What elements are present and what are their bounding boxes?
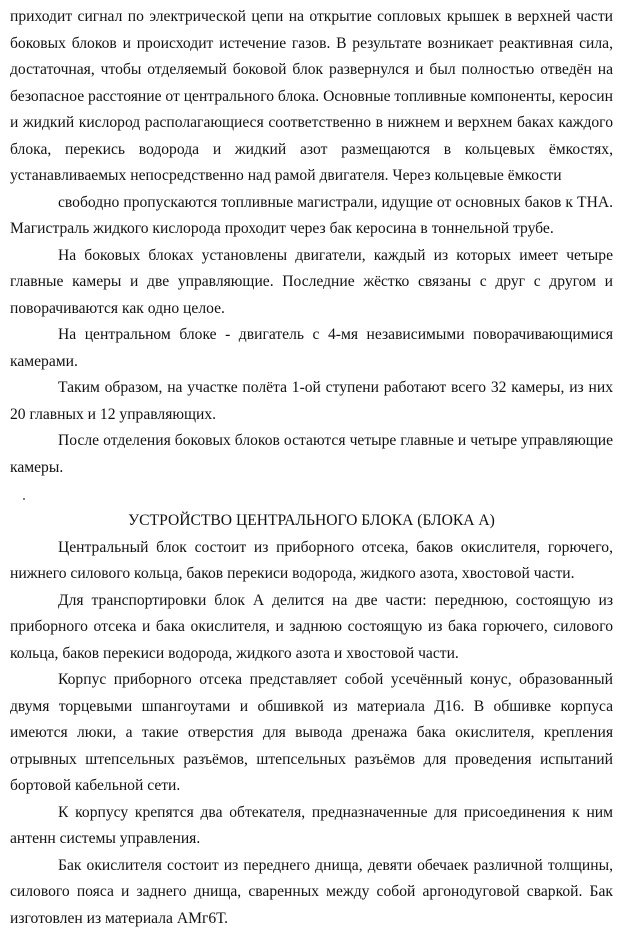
text-line: боковых блоков и происходит истечение газов. В результате возникает реактивная сила, [10, 35, 613, 52]
paragraph-after-separation: После отделения боковых блоков остаются четыре главные и четыре управляющие камеры. [10, 428, 613, 481]
paragraph-central-block-composition: Центральный блок состоит из приборного отсека, баков окислителя, горючего, нижнего силового кольца, баков перекиси водорода, жидкого азота, хвостовой части. [10, 535, 613, 588]
paragraph-transport-split: Для транспортировки блок А делится на две части: переднюю, состоящую из приборного отсека и бака окислителя, и заднюю состоящую из бака горючего, силового кольца, баков перекиси водорода, жидкого азота и хвостовой части. [10, 588, 613, 668]
paragraph-central-engine: На центральном блоке - двигатель с 4-мя независимыми поворачивающимися камерами. [10, 322, 613, 375]
scan-speck [23, 498, 25, 500]
text-line: безопасное расстояние от центрального блока. Основные топливные компоненты, керосин [10, 88, 613, 105]
paragraph-side-engines: На боковых блоках установлены двигатели, каждый из которых имеет четыре главные камеры и две управляющие. Последние жёстко связаны с друг с другом и поворачиваются как одно целое. [10, 243, 613, 323]
section-gap [10, 481, 613, 508]
paragraph-chamber-count: Таким образом, на участке полёта 1-ой ступени работают всего 32 камеры, из них 20 главных и 12 управляющих. [10, 375, 613, 428]
text-line: приходит сигнал по электрической цепи на открытие сопловых крышек в верхней части [10, 8, 613, 25]
text-line: устанавливаемых непосредственно над рамой двигателя. Через кольцевые ёмкости [10, 167, 562, 184]
intro-paragraph [10, 4, 613, 190]
section-heading: УСТРОЙСТВО ЦЕНТРАЛЬНОГО БЛОКА (БЛОКА А) [10, 508, 613, 535]
text-line: и жидкий кислород располагающиеся соответственно в нижнем и верхнем баках каждого [10, 114, 613, 131]
text-line: достаточная, чтобы отделяемый боковой блок развернулся и был полностью отведён на [10, 61, 613, 78]
paragraph-fuel-lines: свободно пропускаются топливные магистрали, идущие от основных баков к ТНА. Магистраль жидкого кислорода проходит через бак керосина в тоннельной трубе. [10, 190, 613, 243]
paragraph-instrument-compartment: Корпус приборного отсека представляет собой усечённый конус, образованный двумя торцевыми шпангоутами и обшивкой из материала Д16. В обшивке корпуса имеются люки, а такие отверстия для вывода дренажа бака окислителя, крепления отрывных штепсельных разъёмов, штепсельных разъёмов для проведения испытаний бортовой кабельной сети. [10, 667, 613, 800]
paragraph-oxidizer-tank: Бак окислителя состоит из переднего днища, девяти обечаек различной толщины, силового пояса и заднего днища, сваренных между собой аргонодуговой сваркой. Бак изготовлен из материала АМг6Т. [10, 853, 613, 932]
paragraph-fairings: К корпусу крепятся два обтекателя, предназначенные для присоединения к ним антенн системы управления. [10, 800, 613, 853]
text-line: блока, перекись водорода и жидкий азот размещаются в кольцевых ёмкостях, [10, 141, 613, 158]
